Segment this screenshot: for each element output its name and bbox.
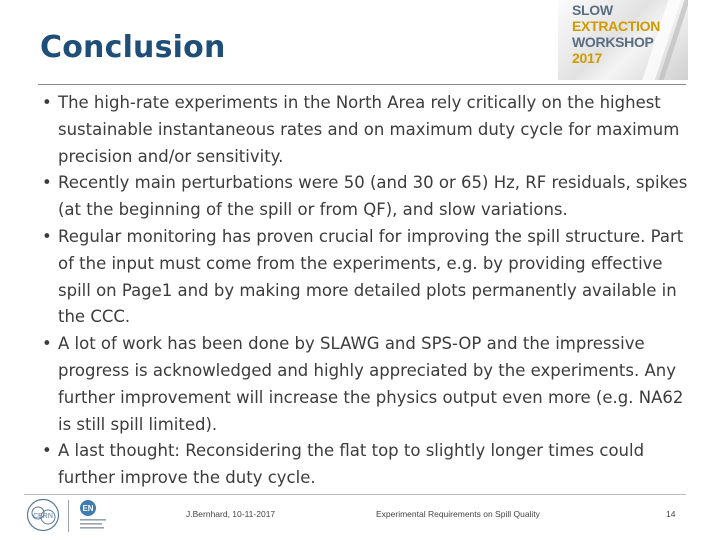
bullet-text: A last thought: Reconsidering the flat top to slightly longer times could further improve the duty cycle. <box>58 441 645 488</box>
bullet-marker: • <box>42 441 52 461</box>
logo-line-1: SLOW <box>572 2 613 18</box>
footer-logo-divider <box>68 500 69 532</box>
bullet-marker: • <box>42 93 52 112</box>
workshop-logo <box>558 0 688 80</box>
bullet-marker: • <box>42 173 52 193</box>
bullet-marker: • <box>42 334 52 354</box>
bullet-item <box>42 331 692 438</box>
bullet-item <box>42 224 692 331</box>
logo-line-3: WORKSHOP <box>572 34 654 50</box>
bullet-text: Recently main perturbations were 50 (and 30 or 65) Hz, RF residuals, spikes (at the beginning of the spill or from QF), and slow variations. <box>58 173 688 220</box>
footer-author-date: J.Bernhard, 10-11-2017 <box>186 509 276 519</box>
slide-title: Conclusion <box>40 30 226 65</box>
bullet-list <box>42 90 692 492</box>
cern-logo-icon <box>26 498 60 532</box>
logo-line-4: 2017 <box>572 50 602 66</box>
title-divider <box>38 84 686 85</box>
cern-logo-text: CERN <box>33 513 53 520</box>
bullet-item <box>42 438 692 492</box>
bullet-text: A lot of work has been done by SLAWG and SPS-OP and the impressive progress is acknowledged and highly appreciated by the experiments. Any further improvement will increase the physics output even more (e.g. NA62 is still spill limited). <box>58 334 684 434</box>
bullet-item <box>42 90 692 170</box>
en-logo-text: EN <box>82 504 94 513</box>
bullet-marker: • <box>42 226 52 246</box>
bullet-item <box>42 170 692 224</box>
logo-line-2: EXTRACTION <box>572 18 661 34</box>
bullet-text: Regular monitoring has proven crucial for improving the spill structure. Part of the input must come from the experiments, e.g. by providing effective spill on Page1 and by making more detailed plots permanently available in the CCC. <box>58 226 684 327</box>
footer-talk-title: Experimental Requirements on Spill Quality <box>376 509 540 519</box>
en-department-logo-icon <box>77 498 111 532</box>
footer-divider <box>24 494 686 495</box>
bullet-text: The high-rate experiments in the North Area rely critically on the highest sustainable instantaneous rates and on maximum duty cycle for maximum precision and/or sensitivity. <box>58 93 680 166</box>
page-number: 14 <box>666 509 676 519</box>
